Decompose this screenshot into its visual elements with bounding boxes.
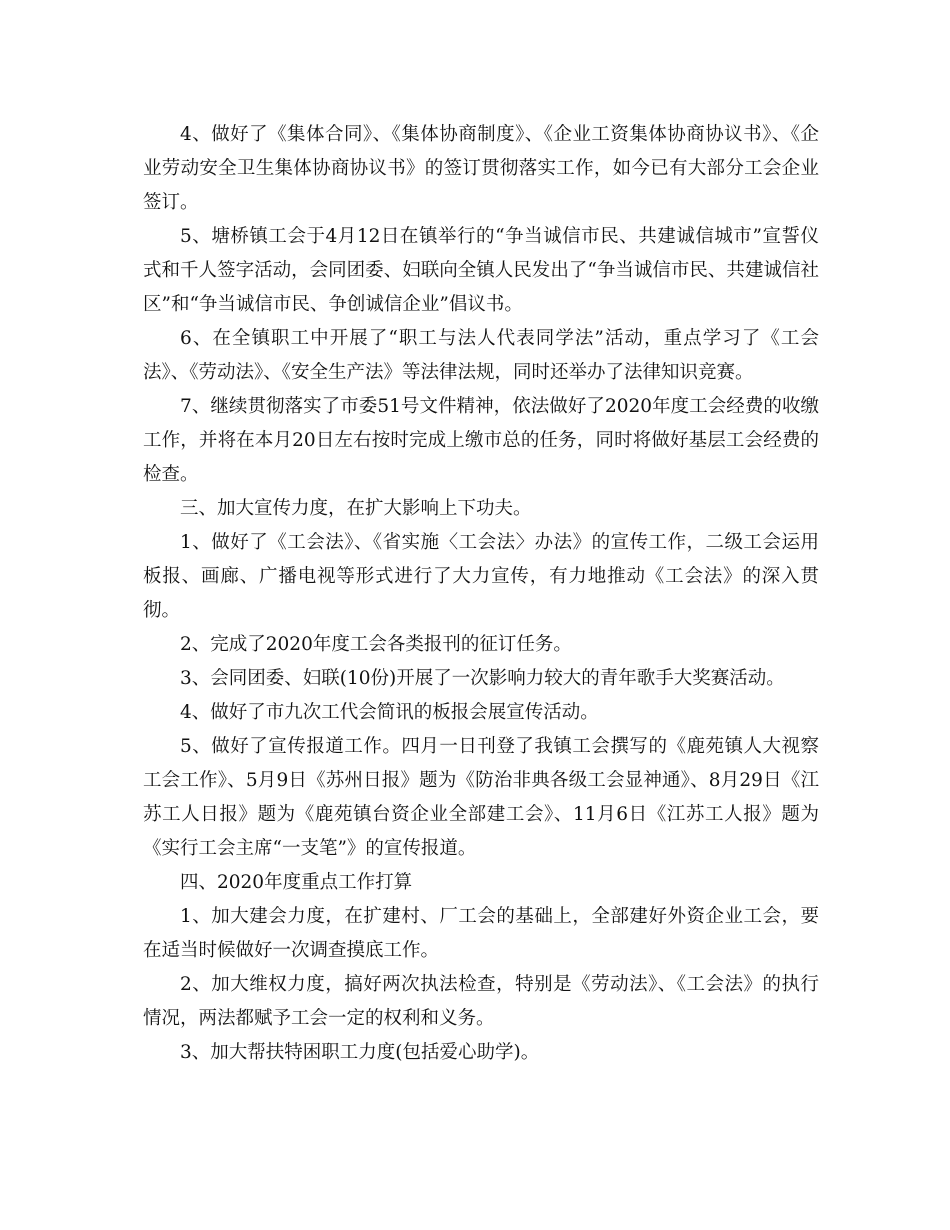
paragraph-publicity-4: 4、做好了市九次工代会简讯的板报会展宣传活动。: [180, 702, 599, 723]
document-body: [143, 118, 819, 1070]
paragraph-publicity-1: 1、做好了《工会法》、《省实施〈工会法〉办法》的宣传工作，二级工会运用板报、画廊、广播电视等形式进行了大力宣传，有力地推动《工会法》的深入贯彻。: [143, 532, 819, 621]
paragraph-item-5-integrity-pledge: 5、塘桥镇工会于4月12日在镇举行的“争当诚信市民、共建诚信城市”宣誓仪式和千人签字活动，会同团委、妇联向全镇人民发出了“争当诚信市民、共建诚信社区”和“争当诚信市民、争创诚信企业”倡议书。: [143, 226, 819, 315]
paragraph-publicity-2: 2、完成了2020年度工会各类报刊的征订任务。: [180, 634, 572, 655]
paragraph-plan-2: 2、加大维权力度，搞好两次执法检查，特别是《劳动法》、《工会法》的执行情况，两法都赋予工会一定的权利和义务。: [143, 974, 819, 1029]
paragraph-plan-3: 3、加大帮扶特困职工力度(包括爱心助学)。: [180, 1042, 540, 1063]
section-heading-2020-plan: 四、2020年度重点工作打算: [180, 872, 413, 893]
paragraph-plan-1: 1、加大建会力度，在扩建村、厂工会的基础上，全部建好外资企业工会，要在适当时候做好一次调查摸底工作。: [143, 906, 819, 961]
paragraph-publicity-5: 5、做好了宣传报道工作。四月一日刊登了我镇工会撰写的《鹿苑镇人大视察工会工作》、5月9日《苏州日报》题为《防治非典各级工会显神通》、8月29日《江苏工人日报》题为《鹿苑镇台资企业全部建工会》、11月6日《江苏工人报》题为《实行工会主席“一支笔”》的宣传报道。: [143, 736, 819, 859]
paragraph-item-4-contracts: 4、做好了《集体合同》、《集体协商制度》、《企业工资集体协商协议书》、《企业劳动安全卫生集体协商协议书》的签订贯彻落实工作，如今已有大部分工会企业签订。: [143, 124, 819, 213]
section-heading-publicity: 三、加大宣传力度，在扩大影响上下功夫。: [180, 498, 532, 519]
paragraph-item-6-law-study: 6、在全镇职工中开展了“职工与法人代表同学法”活动，重点学习了《工会法》、《劳动法》、《安全生产法》等法律法规，同时还举办了法律知识竞赛。: [143, 328, 819, 383]
paragraph-item-7-union-funds: 7、继续贯彻落实了市委51号文件精神，依法做好了2020年度工会经费的收缴工作，并将在本月20日左右按时完成上缴市总的任务，同时将做好基层工会经费的检查。: [143, 396, 819, 485]
paragraph-publicity-3: 3、会同团委、妇联(10份)开展了一次影响力较大的青年歌手大奖赛活动。: [180, 668, 785, 689]
